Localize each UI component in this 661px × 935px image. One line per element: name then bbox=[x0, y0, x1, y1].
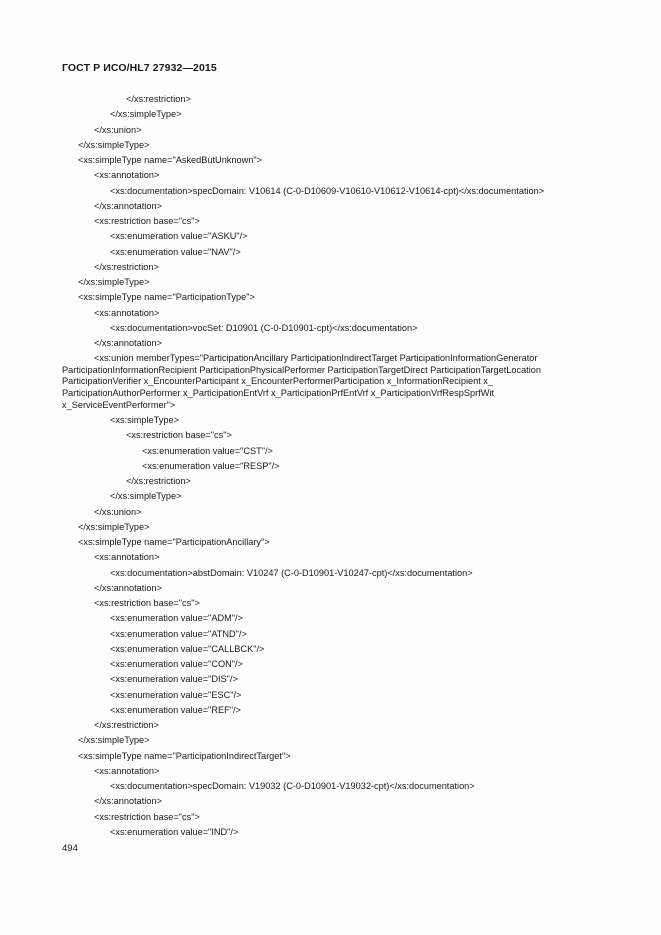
code-line: </xs:restriction> bbox=[126, 476, 191, 487]
code-line: <xs:documentation>specDomain: V19032 (C-0-D10901-V19032-cpt)</xs:documentation> bbox=[110, 781, 475, 792]
code-line: <xs:enumeration value="NAV"/> bbox=[110, 246, 241, 257]
code-line: <xs:simpleType> bbox=[110, 415, 179, 426]
code-line: <xs:restriction base="cs"> bbox=[94, 811, 200, 822]
code-line: </xs:restriction> bbox=[94, 720, 159, 731]
code-line: </xs:annotation> bbox=[94, 338, 162, 348]
page-number: 494 bbox=[62, 843, 78, 854]
code-line: <xs:restriction base="cs"> bbox=[126, 430, 232, 441]
code-line: <xs:enumeration value="IND"/> bbox=[110, 826, 239, 837]
code-line: <xs:enumeration value="ASKU"/> bbox=[110, 231, 248, 242]
code-line: <xs:simpleType name="ParticipationType"> bbox=[78, 292, 255, 303]
code-line: </xs:restriction> bbox=[94, 261, 159, 272]
code-line: <xs:enumeration value="RESP"/> bbox=[142, 460, 280, 471]
code-line: <xs:enumeration value="ATND"/> bbox=[110, 628, 247, 639]
code-line: </xs:annotation> bbox=[94, 796, 162, 807]
code-line: <xs:documentation>vocSet: D10901 (C-0-D10901-cpt)</xs:documentation> bbox=[110, 322, 418, 333]
code-line: </xs:simpleType> bbox=[78, 139, 150, 150]
code-line: <xs:enumeration value="ESC"/> bbox=[110, 689, 242, 700]
code-line: <xs:enumeration value="DIS"/> bbox=[110, 674, 238, 685]
code-line: </xs:simpleType> bbox=[110, 491, 182, 502]
code-line: </xs:simpleType> bbox=[78, 521, 150, 532]
code-line: </xs:annotation> bbox=[94, 200, 162, 211]
code-line: </xs:simpleType> bbox=[110, 109, 182, 120]
code-line: <xs:restriction base="cs"> bbox=[94, 598, 200, 609]
code-line: </xs:simpleType> bbox=[78, 735, 150, 746]
code-line: <xs:annotation> bbox=[94, 307, 160, 318]
code-line: <xs:enumeration value="CON"/> bbox=[110, 659, 243, 670]
code-line-union-member-types: <xs:union memberTypes="ParticipationAncillary ParticipationIndirectTarget ParticipationInformationGenerator ParticipationInformationRecipient ParticipationPhysicalPerformer ParticipationTargetDirect ParticipationTargetLocation ParticipationVerifier x_EncounterParticipant x_EncounterPerformerParticipation x_InformationRecipient x_ ParticipationAuthorPerformer x_ParticipationEntVrf x_ParticipationPrfEntVrf x_ParticipationVrfRespSprfWit x_ServiceEventPerformer"> bbox=[62, 353, 541, 410]
code-line: <xs:enumeration value="CST"/> bbox=[142, 445, 273, 456]
xml-code-block bbox=[62, 92, 592, 840]
code-line: </xs:union> bbox=[94, 124, 142, 135]
code-line: </xs:simpleType> bbox=[78, 277, 150, 287]
code-line: <xs:simpleType name="ParticipationIndirectTarget"> bbox=[78, 750, 291, 761]
code-line: <xs:restriction base="cs"> bbox=[94, 216, 200, 226]
code-line: <xs:documentation>abstDomain: V10247 (C-0-D10901-V10247-cpt)</xs:documentation> bbox=[110, 567, 473, 578]
code-line: </xs:union> bbox=[94, 506, 142, 517]
code-line: <xs:simpleType name="ParticipationAncillary"> bbox=[78, 537, 270, 548]
code-line: <xs:enumeration value="CALLBCK"/> bbox=[110, 643, 265, 654]
code-line: <xs:annotation> bbox=[94, 552, 160, 563]
code-line: <xs:simpleType name="AskedButUnknown"> bbox=[78, 155, 262, 165]
code-line: <xs:enumeration value="ADM"/> bbox=[110, 613, 243, 624]
code-line: <xs:documentation>specDomain: V10614 (C-0-D10609-V10610-V10612-V10614-cpt)</xs:documentation> bbox=[110, 185, 545, 196]
code-line: </xs:restriction> bbox=[126, 94, 191, 104]
code-line: <xs:annotation> bbox=[94, 170, 160, 181]
page-header: ГОСТ Р ИСО/HL7 27932—2015 bbox=[62, 62, 217, 74]
code-line: <xs:enumeration value="REF"/> bbox=[110, 704, 241, 715]
code-line: </xs:annotation> bbox=[94, 582, 162, 593]
code-line: <xs:annotation> bbox=[94, 765, 160, 776]
